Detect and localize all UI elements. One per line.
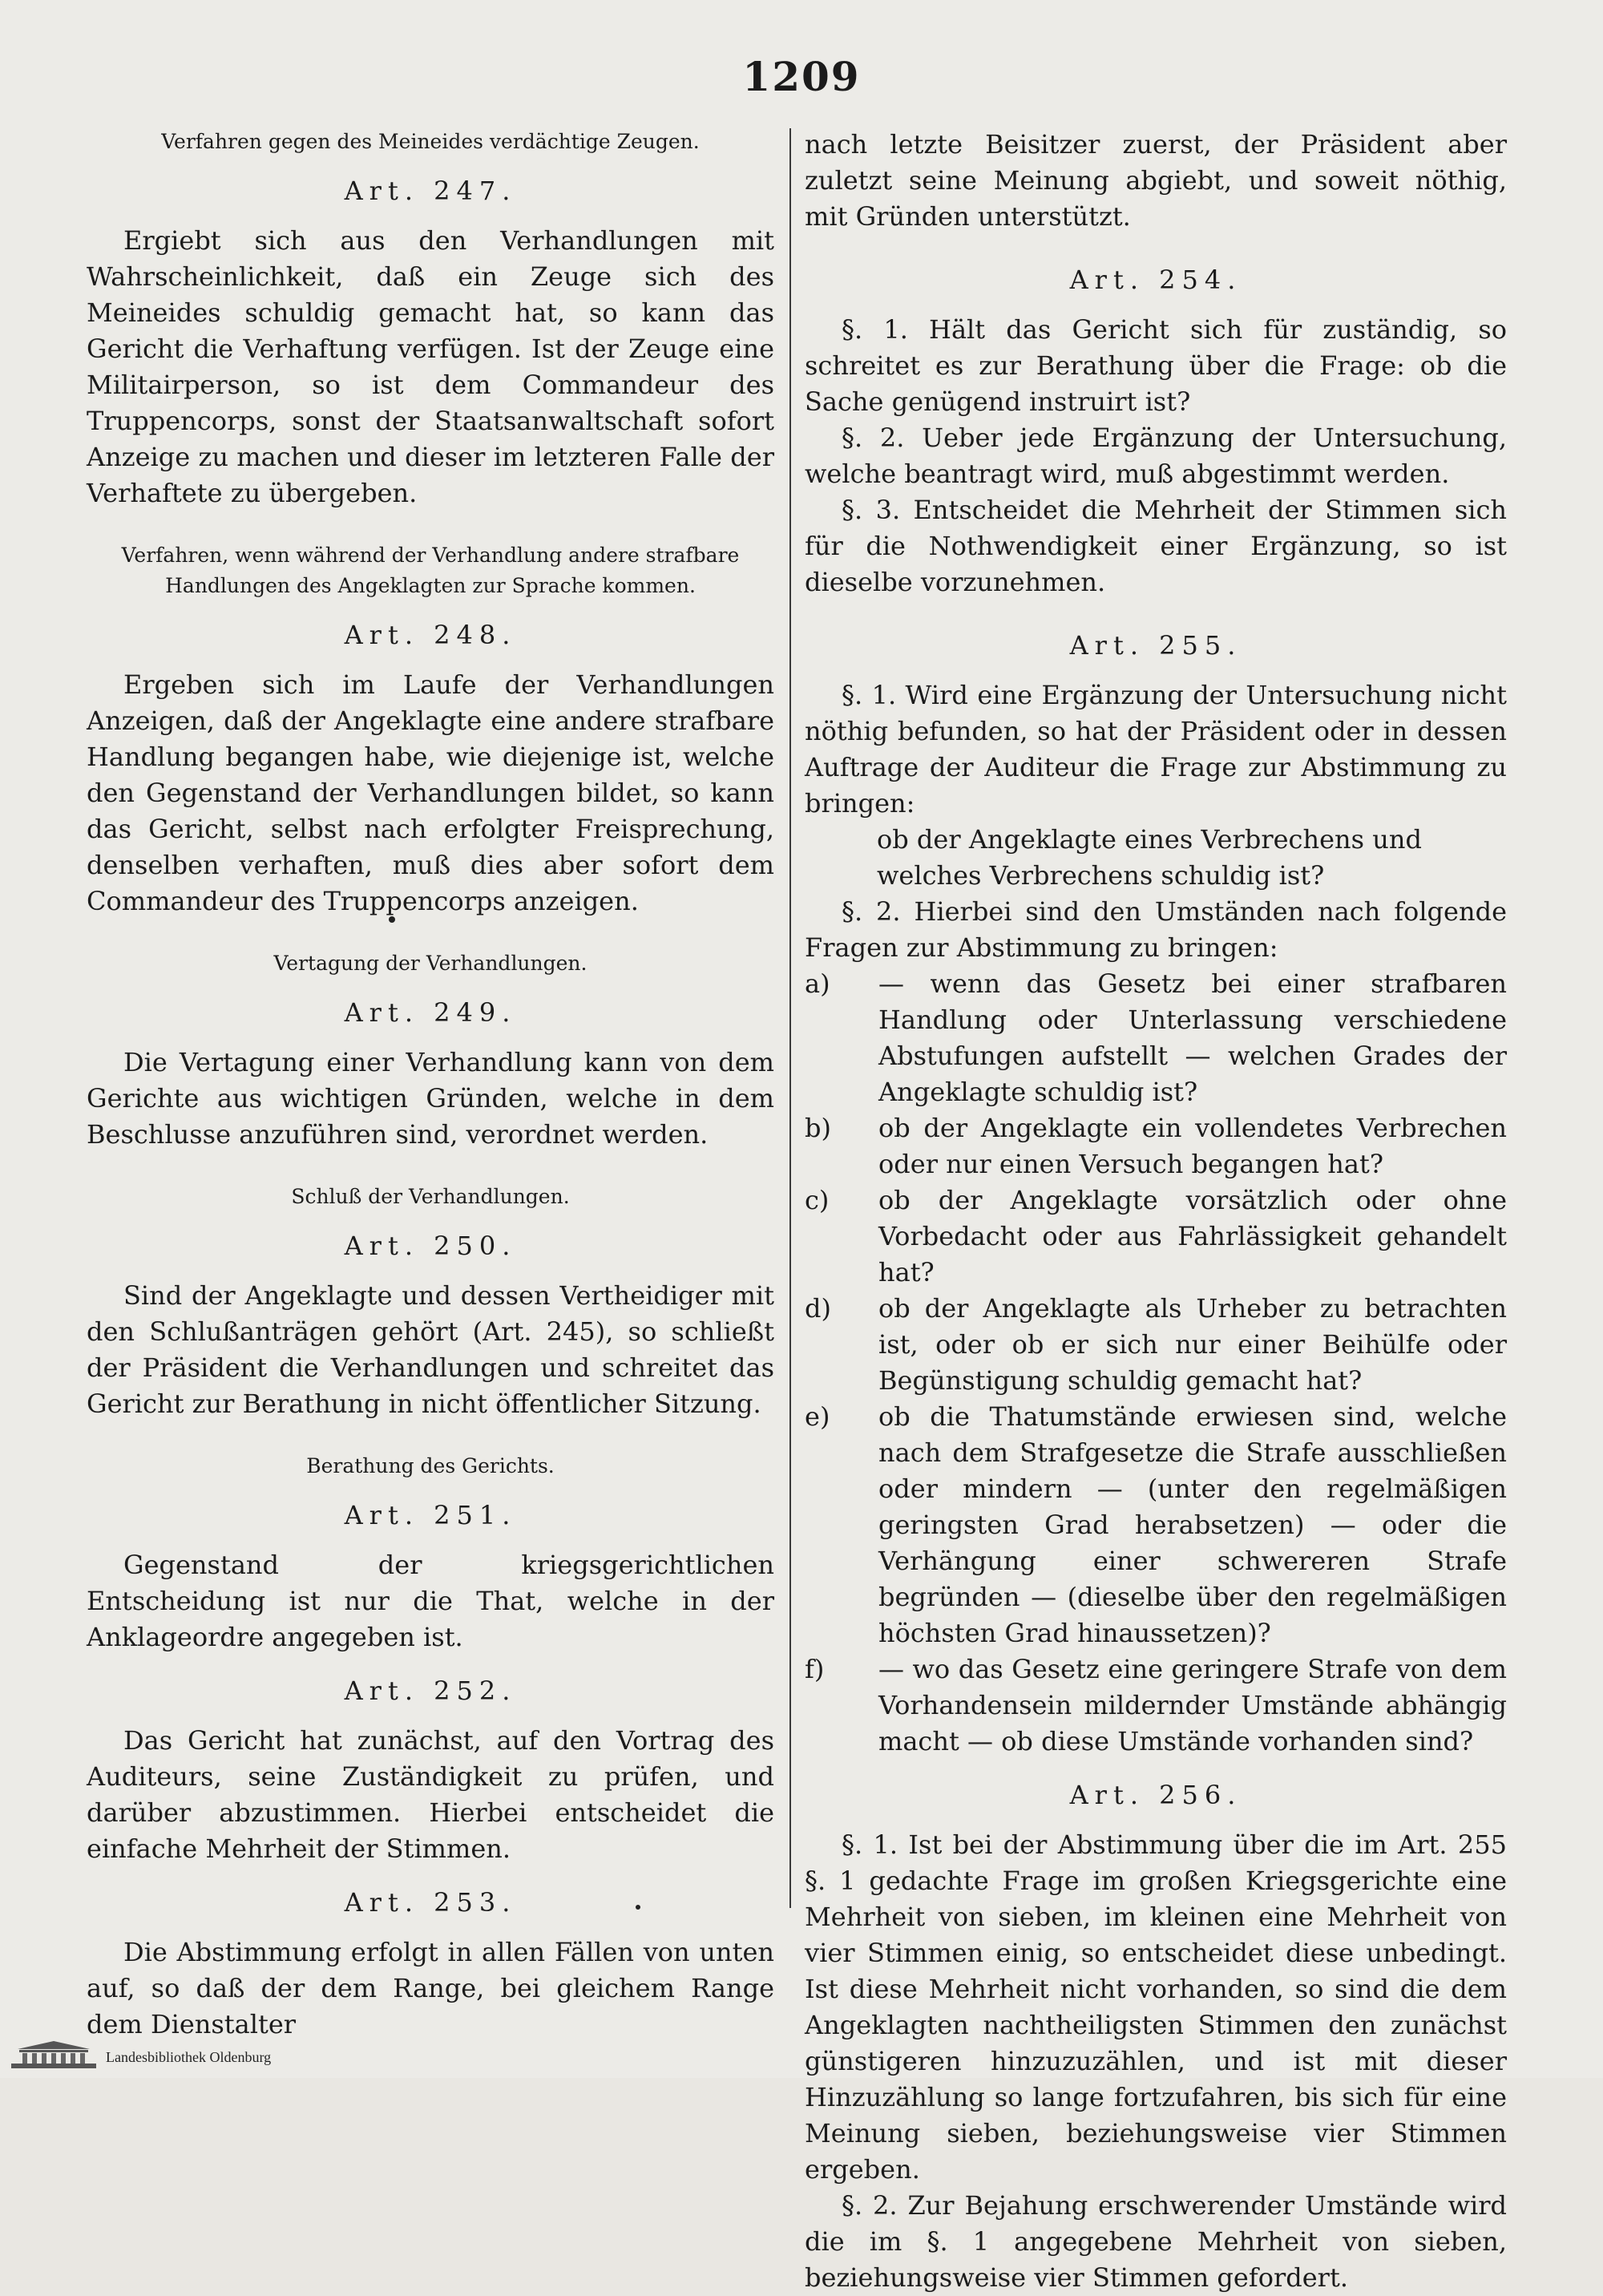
article-paragraph: Ergiebt sich aus den Verhandlungen mit Wahrscheinlichkeit, daß ein Zeuge sich des Meineides schuldig gemacht hat, so kann das Gericht die Verhaftung verfügen. Ist der Zeuge eine Militairperson, so ist dem Commandeur des Truppencorps, sonst der Staatsanwaltschaft sofort Anzeige zu machen und dieser im letzteren Falle der Verhaftete zu übergeben. — [87, 225, 774, 508]
section-paragraph: §. 1. Ist bei der Abstimmung über die im Art. 255 §. 1 gedachte Frage im großen Kriegsgerichte eine Mehrheit von sieben, im kleinen eine Mehrheit von vier Stimmen einig, so entscheidet diese unbedingt. Ist diese Mehrheit nicht vorhanden, so sind die dem Angeklagten nachtheiligsten Stimmen den zunächst günstigeren hinzuzuzählen, und ist mit dieser Hinzuzählung so lange fortzufahren, bis sich für eine Meinung sieben, beziehungsweise vier Stimmen ergeben. — [805, 1829, 1507, 2185]
article-title: Art. 255. — [1069, 630, 1242, 661]
list-item-text: ob der Angeklagte als Urheber zu betrachten ist, oder ob er sich nur einer Beihülfe oder Begünstigung schuldig gemacht hat? — [878, 1293, 1507, 1396]
article-title: Art. 249. — [344, 997, 517, 1028]
list-item-label: d) — [805, 1293, 831, 1324]
article-title: Art. 253. — [344, 1887, 517, 1918]
ink-dot — [389, 916, 395, 923]
column-divider — [789, 128, 791, 1908]
article-paragraph: Das Gericht hat zunächst, auf den Vortrag des Auditeurs, seine Zuständigkeit zu prüfen, und darüber abzustimmen. Hierbei entscheidet die einfache Mehrheit der Stimmen. — [87, 1725, 774, 1864]
article-title: Art. 252. — [344, 1676, 517, 1706]
article-paragraph: Gegenstand der kriegsgerichtlichen Entscheidung ist nur die That, welche in der Anklageordre angegeben ist. — [87, 1550, 774, 1652]
list-item-label: a) — [805, 968, 830, 999]
section-paragraph: §. 1. Hält das Gericht sich für zuständig, so schreitet es zur Berathung über die Frage: ob die Sache genügend instruirt ist? — [805, 314, 1507, 417]
list-item-label: c) — [805, 1185, 830, 1215]
article-title: Art. 250. — [344, 1231, 517, 1261]
list-item-label: e) — [805, 1401, 830, 1432]
section-heading: Schluß der Verhandlungen. — [291, 1185, 570, 1208]
ink-dot — [636, 1905, 640, 1910]
list-item — [805, 1182, 1507, 1291]
question-list — [805, 966, 1507, 1760]
article-title: Art. 251. — [344, 1500, 517, 1530]
section-paragraph: §. 2. Zur Bejahung erschwerender Umstände wird die im §. 1 angegebene Mehrheit von sieben, beziehungsweise vier Stimmen gefordert. — [805, 2190, 1507, 2293]
article-title: Art. 256. — [1069, 1780, 1242, 1810]
section-paragraph: §. 2. Hierbei sind den Umständen nach folgende Fragen zur Abstimmung zu bringen: — [805, 896, 1507, 963]
question-text: ob der Angeklagte eines Verbrechens und welches Verbrechens schuldig ist? — [877, 824, 1422, 891]
list-item-text: ob der Angeklagte vorsätzlich oder ohne Vorbedacht oder aus Fahrlässigkeit gehandelt hat? — [878, 1185, 1507, 1287]
page-number: 1209 — [742, 53, 861, 100]
section-paragraph: §. 3. Entscheidet die Mehrheit der Stimmen sich für die Nothwendigkeit einer Ergänzung, so ist dieselbe vorzunehmen. — [805, 495, 1507, 597]
article-paragraph: Die Abstimmung erfolgt in allen Fällen von unten auf, so daß der dem Range, bei gleichem Range dem Dienstalter — [87, 1937, 774, 2039]
list-item-text: ob die Thatumstände erwiesen sind, welche nach dem Strafgesetze die Strafe ausschließen oder mindern — (unter den regelmäßigen geringsten Grad herabsetzen) — oder die Verhängung einer schwereren Strafe begründen — (dieselbe über den regelmäßigen höchsten Grad hinaussetzen)? — [878, 1401, 1507, 1648]
section-heading: Vertagung der Verhandlungen. — [273, 952, 587, 975]
left-column — [87, 127, 774, 2043]
article-title: Art. 254. — [1069, 265, 1242, 295]
section-paragraph: §. 2. Ueber jede Ergänzung der Untersuchung, welche beantragt wird, muß abgestimmt werden. — [805, 422, 1507, 489]
list-item-label: f) — [805, 1654, 825, 1684]
article-paragraph: Sind der Angeklagte und dessen Vertheidiger mit den Schlußanträgen gehört (Art. 245), so schließt der Präsident die Verhandlungen und schreitet das Gericht zur Berathung in nicht öffentlicher Sitzung. — [87, 1280, 774, 1419]
list-item-text: — wenn das Gesetz bei einer strafbaren Handlung oder Unterlassung verschiedene Abstufungen aufstellt — welchen Grades der Angeklagte schuldig ist? — [878, 968, 1507, 1107]
list-item — [805, 1291, 1507, 1399]
article-paragraph-continued: nach letzte Beisitzer zuerst, der Präsident aber zuletzt seine Meinung abgiebt, und soweit nöthig, mit Gründen unterstützt. — [805, 129, 1507, 232]
list-item — [805, 1399, 1507, 1651]
right-column — [805, 127, 1507, 2296]
section-heading: Berathung des Gerichts. — [306, 1454, 555, 1477]
article-title: Art. 247. — [344, 176, 517, 206]
section-paragraph: §. 1. Wird eine Ergänzung der Untersuchung nicht nöthig befunden, so hat der Präsident oder in dessen Auftrage der Auditeur die Frage zur Abstimmung zu bringen: — [805, 680, 1507, 819]
list-item — [805, 966, 1507, 1110]
list-item — [805, 1651, 1507, 1760]
article-title: Art. 248. — [344, 620, 517, 650]
list-item-label: b) — [805, 1113, 831, 1143]
library-footer — [0, 2036, 289, 2078]
list-item-text: — wo das Gesetz eine geringere Strafe von dem Vorhandensein mildernder Umstände abhängig macht — ob diese Umstände vorhanden sind? — [878, 1654, 1507, 1756]
section-heading: Verfahren gegen des Meineides verdächtige Zeugen. — [161, 130, 700, 153]
article-paragraph: Die Vertagung einer Verhandlung kann von dem Gerichte aus wichtigen Gründen, welche in dem Beschlusse anzuführen sind, verordnet werden. — [87, 1047, 774, 1150]
list-item-text: ob der Angeklagte ein vollendetes Verbrechen oder nur einen Versuch begangen hat? — [878, 1113, 1507, 1179]
section-heading: Verfahren, wenn während der Verhandlung andere strafbare Handlungen des Angeklagten zur Sprache kommen. — [121, 544, 740, 597]
list-item — [805, 1110, 1507, 1182]
library-name: Landesbibliothek Oldenburg — [106, 2048, 272, 2065]
article-paragraph: Ergeben sich im Laufe der Verhandlungen Anzeigen, daß der Angeklagte eine andere strafbare Handlung begangen habe, wie diejenige ist, welche den Gegenstand der Verhandlungen bildet, so kann das Gericht, selbst nach erfolgter Freisprechung, denselben verhaften, muß dies aber sofort dem Commandeur des Truppencorps anzeigen. — [87, 669, 774, 916]
library-building-icon — [10, 2039, 98, 2075]
